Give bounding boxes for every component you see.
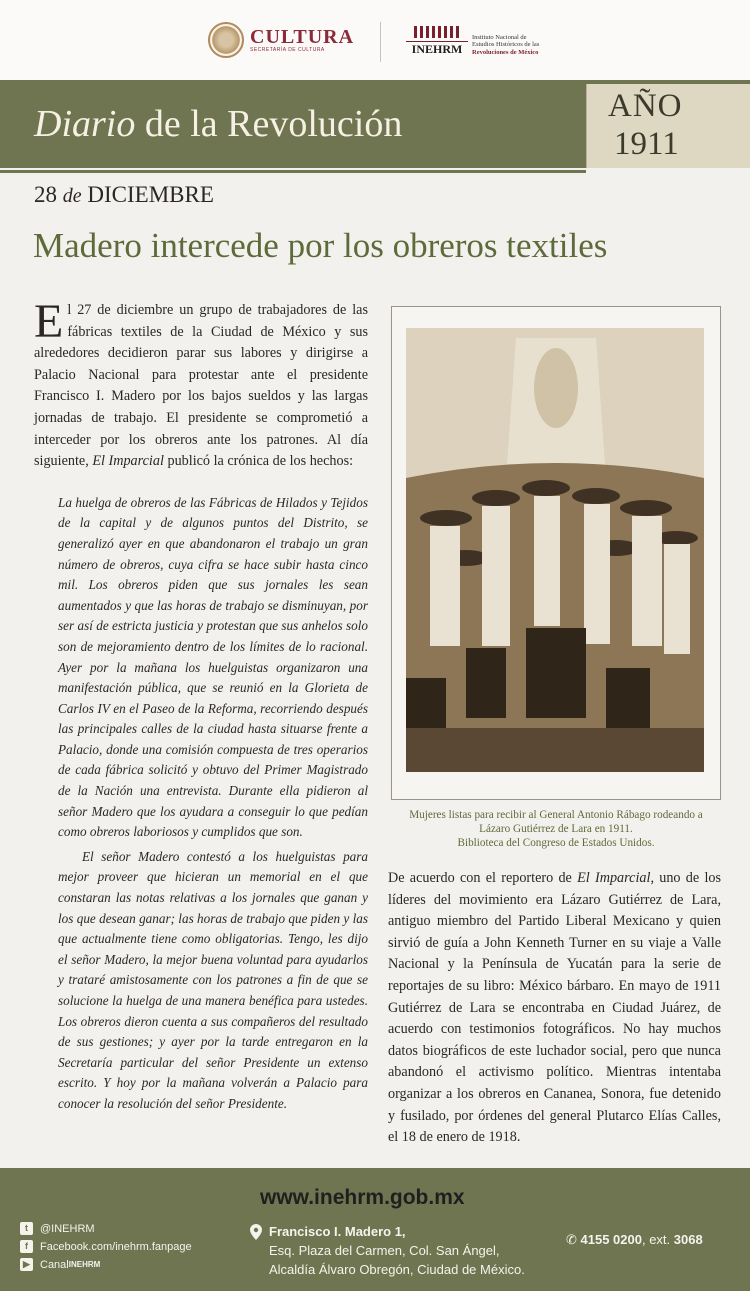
- facebook-icon: f: [20, 1240, 33, 1253]
- cultura-logo[interactable]: [208, 22, 354, 58]
- facebook-link[interactable]: [20, 1240, 192, 1253]
- twitter-link[interactable]: [20, 1222, 95, 1235]
- date-month: DICIEMBRE: [87, 182, 214, 207]
- caption-line-1: Mujeres listas para recibir al General Antonio Rábago rodeando a: [409, 809, 703, 821]
- building-icon: [406, 26, 468, 56]
- phone-number[interactable]: [566, 1232, 703, 1248]
- lead-text-b: publicó la crónica de los hechos:: [163, 453, 354, 470]
- inehrm-line-2: Estudios Históricos de las: [472, 41, 540, 48]
- header-rule: [0, 170, 586, 173]
- address-line-3: Alcaldía Álvaro Obregón, Ciudad de México.: [269, 1262, 525, 1277]
- address-line-1: Francisco I. Madero 1,: [269, 1224, 406, 1239]
- address: [269, 1222, 525, 1279]
- lead-paragraph: [34, 295, 368, 473]
- caption-line-3: Biblioteca del Congreso de Estados Unidos.: [457, 837, 655, 850]
- year-label: AÑO: [608, 88, 683, 124]
- inehrm-logo[interactable]: [406, 26, 539, 56]
- phone-icon: ✆: [566, 1232, 581, 1247]
- top-logo-bar: [0, 0, 750, 80]
- right-column-paragraph: [388, 868, 721, 1149]
- phone-main: 4155 0200: [580, 1232, 642, 1247]
- address-line-2: Esq. Plaza del Carmen, Col. San Ángel,: [269, 1243, 500, 1258]
- right-text-b: , uno de los líderes del movimiento era Lázaro Gutiérrez de Lara, antiguo miembro del Partido Liberal Mexicano y quien sirvió de guía a John Kenneth Turner en su viaje a Valle Nacional y la Península de Yucatán para la serie de reportajes de su libro: México bárbaro. En mayo de 1911 Gutiérrez de Lara se encontraba en Ciudad Juárez, de acuerdo con testimonios fotográficos. No hay muchos datos biográficos de este luchador social, pero que nunca abandonó el activismo político. Mientras intentaba organizar a los obreros en Cananea, Sonora, fue detenido y fusilado, por órdenes del general Plutarco Elías Calles, el 18 de enero de 1918.: [388, 870, 722, 1146]
- photo-illustration: [406, 328, 704, 772]
- cultura-name: CULTURA: [250, 26, 355, 48]
- date-de: de: [62, 185, 82, 207]
- youtube-link[interactable]: [20, 1258, 100, 1271]
- caption-line-2: Lázaro Gutiérrez de Lara en 1911.: [479, 823, 633, 836]
- quote-paragraph-2: El señor Madero contestó a los huelguistas para mejor proveer que hicieran un memorial en el que constaran las notas relativas a los jornales que ganan y los que desean ganar; las horas de trabajo que piden y las que actualmente tiene como obligatorias. Tengo, les dijo el señor Madero, la mejor buena voluntad para ayudarlos y trataré amistosamente con los patrones a fin de que se solucione la huelga de una manera benéfica para ustedes. Los obreros dieron cuenta a sus compañeros del resultado de sus gestiones; y ayer por la tarde entregaron en la Secretaría particular del señor Presidente un extenso escrito. Y hoy por la mañana volverán a Palacio para conocer la resolución del señor Presidente.: [58, 848, 368, 1111]
- title-italic: Diario: [34, 103, 136, 145]
- lead-paper-name: El Imparcial: [92, 453, 164, 470]
- year-number: 1911: [614, 126, 679, 162]
- youtube-icon: ▶: [20, 1258, 33, 1271]
- right-paper-name: El Imparcial: [577, 870, 651, 886]
- date-day: 28: [34, 182, 57, 207]
- lead-text-a: l 27 de diciembre un grupo de trabajadores de las fábricas textiles de la Ciudad de México y sus alrededores decidieron parar sus labores y dirigirse a Palacio Nacional para protestar ante el presidente Francisco I. Madero por los bajos sueldos y las largas jornadas de trabajo. El presidente se comprometió a interceder por los obreros ante los patrones. Al día siguiente,: [34, 302, 368, 470]
- eagle-seal-icon: [208, 22, 244, 58]
- right-text-a: De acuerdo con el reportero de: [388, 870, 578, 886]
- phone-ext: 3068: [673, 1232, 703, 1247]
- twitter-icon: t: [20, 1222, 33, 1235]
- left-column: [34, 295, 368, 1115]
- inehrm-line-3: Revoluciones de México: [472, 48, 539, 56]
- quote-paragraph-1: La huelga de obreros de las Fábricas de Hilados y Tejidos de la capital y de algunos puntos del Distrito, se generalizó ayer en que abandonaron el trabajo un gran número de obreros, cuya cifra se hace subir hasta cinco mil. Los obreros piden que sus jornales les sean aumentados y que las horas de trabajo se disminuyan, por ser así de estricta justicia y protestan que sus anhelos solo son de mejoramiento dentro de los límites de lo racional. Ayer por la mañana los huelguistas organizaron una manifestación pública, que se reunió en la Glorieta de Carlos IV en el Paseo de la Reforma, recorriendo después las principales calles de la ciudad hasta situarse frente a Palacio, donde una comisión compuesta de tres operarios de cada fábrica solicitó y obtuvo del Primer Magistrado de la Nación una entrevista. Durante ella pidieron al señor Madero que los ayudara a conseguir lo que pedían como obreros laboriosos y cumplidos que son.: [58, 494, 368, 840]
- article-date: [34, 182, 214, 208]
- cultura-subtitle: SECRETARÍA DE CULTURA: [250, 47, 325, 53]
- historical-photo[interactable]: [406, 328, 704, 772]
- drop-cap: E: [34, 295, 64, 348]
- location-pin-icon: [250, 1224, 262, 1240]
- twitter-handle: @INEHRM: [40, 1222, 95, 1235]
- photo-caption: [391, 808, 721, 851]
- logo-divider: [380, 22, 381, 62]
- website-link[interactable]: www.inehrm.gob.mx: [260, 1186, 465, 1209]
- inehrm-acronym: INEHRM: [406, 41, 468, 56]
- publication-title: [34, 102, 402, 146]
- facebook-url: Facebook.com/inehrm.fanpage: [40, 1240, 192, 1253]
- youtube-channel: INEHRM: [68, 1260, 101, 1269]
- block-quote: [58, 493, 368, 1115]
- phone-ext-label: , ext.: [641, 1232, 674, 1247]
- inehrm-line-1: Instituto Nacional de: [472, 33, 527, 41]
- title-rest: de la Revolución: [135, 103, 403, 145]
- headline: Madero intercede por los obreros textiles: [33, 226, 608, 265]
- youtube-prefix: Canal: [40, 1258, 69, 1271]
